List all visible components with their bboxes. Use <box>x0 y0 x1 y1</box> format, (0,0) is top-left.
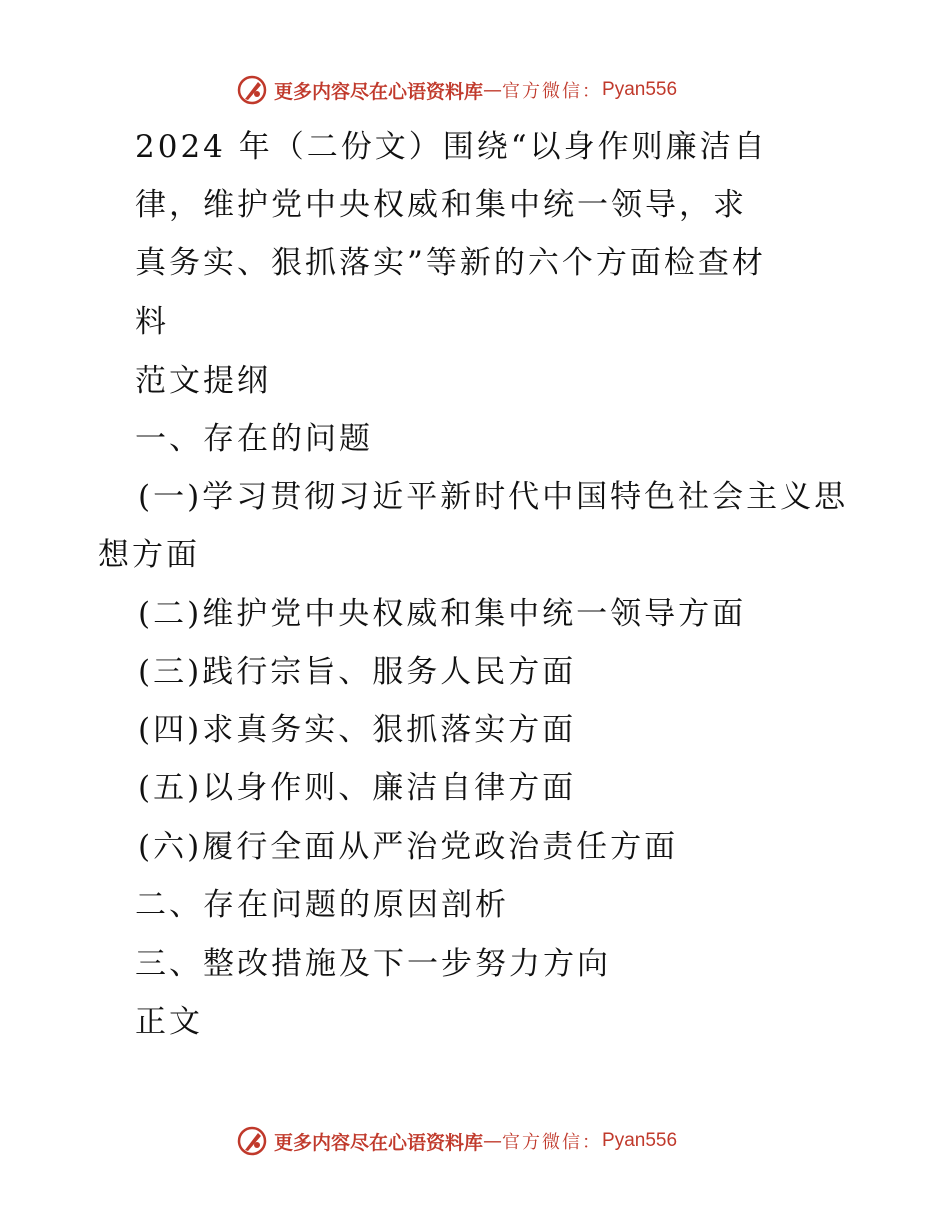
header-watermark-banner <box>236 73 677 107</box>
banner-wechat-id: Pyan556 <box>602 1130 678 1151</box>
banner-dash: — <box>483 79 503 101</box>
title-line-2: 律，维护党中央权威和集中统一领导，求 <box>135 187 747 223</box>
banner-wechat-label: 官方微信： <box>502 81 603 102</box>
item-4: (四)求真务实、狠抓落实方面 <box>138 712 577 748</box>
banner-wechat-label: 官方微信： <box>502 1132 603 1153</box>
item-5: (五)以身作则、廉洁自律方面 <box>138 770 577 806</box>
quill-logo-icon <box>236 74 268 106</box>
item-2: (二)维护党中央权威和集中统一领导方面 <box>138 596 747 632</box>
body-label: 正文 <box>135 1004 203 1040</box>
section-3-heading: 三、整改措施及下一步努力方向 <box>135 946 611 982</box>
banner-dash: — <box>483 1130 503 1152</box>
item-3: (三)践行宗旨、服务人民方面 <box>138 654 577 690</box>
outline-heading: 范文提纲 <box>135 363 271 399</box>
section-1-heading: 一、存在的问题 <box>135 421 373 457</box>
title-line-1: 2024 年（二份文）围绕“以身作则廉洁自 <box>135 129 768 165</box>
footer-watermark-banner <box>236 1124 677 1158</box>
banner-wechat-id: Pyan556 <box>602 79 678 100</box>
title-line-4: 料 <box>135 304 169 340</box>
item-6: (六)履行全面从严治党政治责任方面 <box>138 829 679 865</box>
item-1-line-2: 想方面 <box>98 537 200 573</box>
quill-logo-icon <box>236 1125 268 1157</box>
banner-title: 更多内容尽在心语资料库 <box>274 80 484 103</box>
item-1-line-1: (一)学习贯彻习近平新时代中国特色社会主义思 <box>138 479 849 515</box>
banner-title: 更多内容尽在心语资料库 <box>274 1131 484 1154</box>
title-line-3: 真务实、狠抓落实”等新的六个方面检查材 <box>135 245 766 281</box>
section-2-heading: 二、存在问题的原因剖析 <box>135 887 509 923</box>
